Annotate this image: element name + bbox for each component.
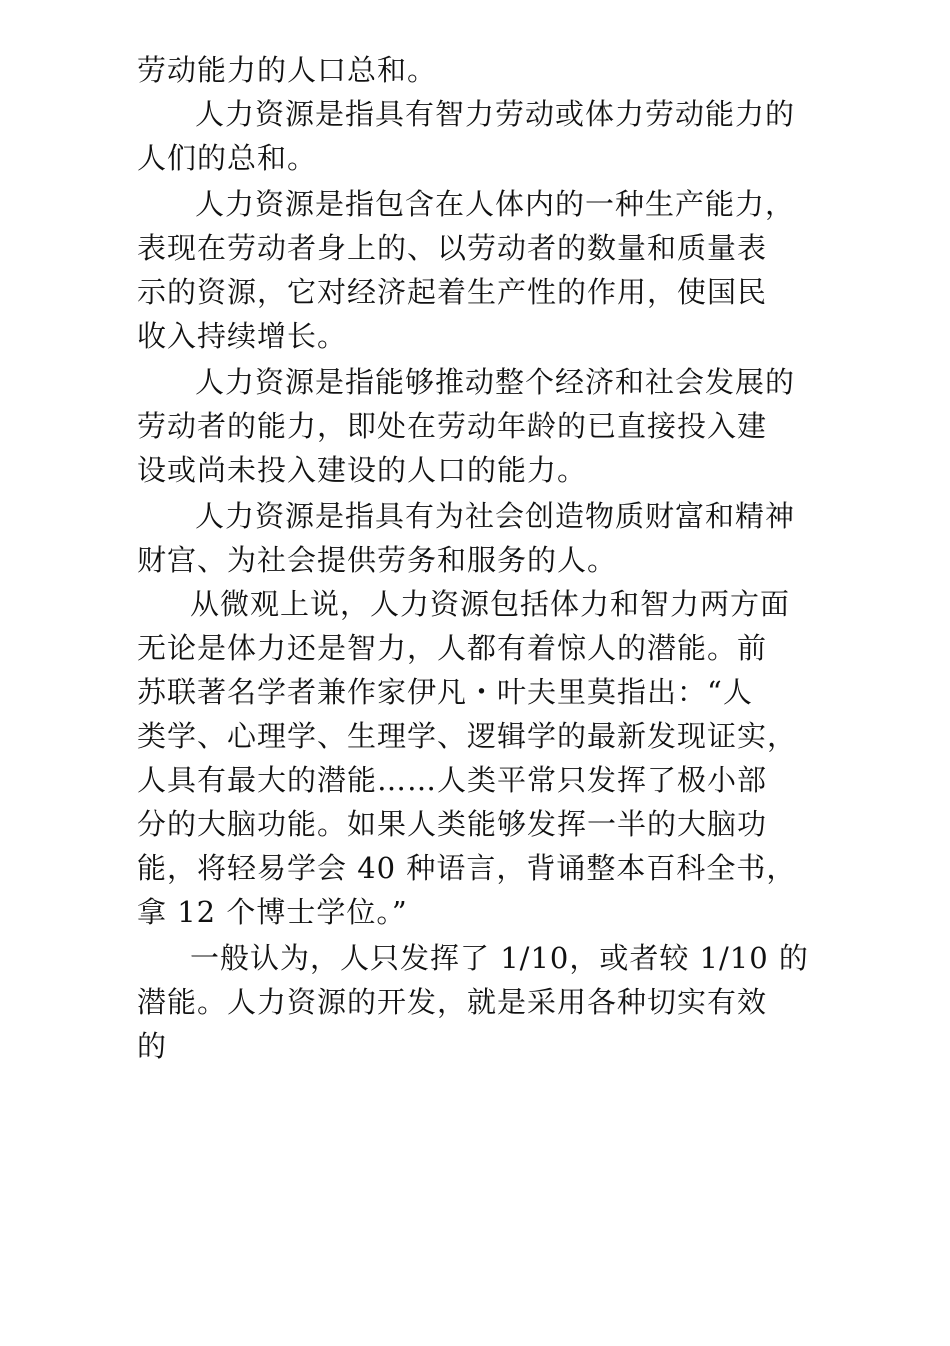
text-line: 一般认为，人只发挥了 1/10，或者较 1/10 的 <box>190 941 809 975</box>
text-line: 人力资源是指包含在人体内的一种生产能力， <box>195 187 796 221</box>
text-line: 示的资源，它对经济起着生产性的作用，使国民 <box>137 275 768 309</box>
text-line: 分的大脑功能。如果人类能够发挥一半的大脑功 <box>137 807 768 841</box>
text-line: 无论是体力还是智力，人都有着惊人的潜能。前 <box>137 631 768 665</box>
text-line: 拿 12 个博士学位。” <box>137 895 408 929</box>
text-line: 的 <box>137 1029 168 1063</box>
text-line: 收入持续增长。 <box>137 319 348 353</box>
text-line: 人具有最大的潜能……人类平常只发挥了极小部 <box>137 763 768 797</box>
text-line: 苏联著名学者兼作家伊凡・叶夫里莫指出：“人 <box>137 675 753 709</box>
text-line: 劳动者的能力，即处在劳动年龄的已直接投入建 <box>137 409 768 443</box>
text-line: 财宫、为社会提供劳务和服务的人。 <box>137 543 618 577</box>
text-line: 劳动能力的人口总和。 <box>137 53 438 87</box>
text-line: 设或尚未投入建设的人口的能力。 <box>137 453 588 487</box>
text-line: 能，将轻易学会 40 种语言，背诵整本百科全书， <box>137 851 797 885</box>
text-line: 人力资源是指能够推动整个经济和社会发展的 <box>195 365 796 399</box>
text-line: 潜能。人力资源的开发，就是采用各种切实有效 <box>137 985 768 1019</box>
text-line: 人力资源是指具有为社会创造物质财富和精神 <box>195 499 796 533</box>
text-line: 从微观上说，人力资源包括体力和智力两方面 <box>190 587 791 621</box>
text-line: 表现在劳动者身上的、以劳动者的数量和质量表 <box>137 231 768 265</box>
text-line: 类学、心理学、生理学、逻辑学的最新发现证实， <box>137 719 798 753</box>
text-line: 人力资源是指具有智力劳动或体力劳动能力的 <box>195 97 796 131</box>
text-line: 人们的总和。 <box>137 141 318 175</box>
